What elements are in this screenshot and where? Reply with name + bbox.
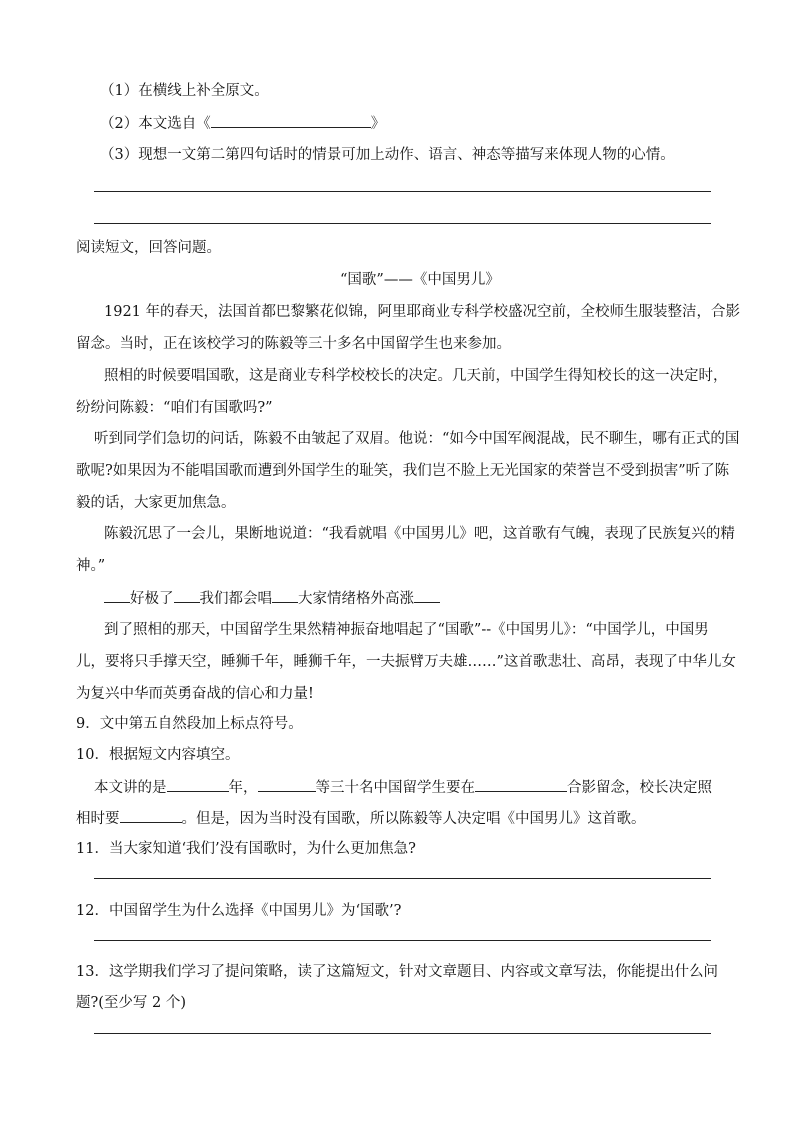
paragraph-3-line: 歌呢?如果因为不能唱国歌而遭到外国学生的耻笑，我们岂不脸上无光国家的荣誉岂不受到损害”听了陈 [76, 463, 730, 479]
question-10-text: 相时要 [76, 811, 120, 827]
answer-line[interactable] [94, 878, 711, 879]
answer-line[interactable] [94, 223, 711, 224]
answer-line[interactable] [94, 191, 711, 192]
fill-blank[interactable] [167, 777, 229, 792]
question-10-line [94, 777, 712, 798]
question-10-text: 本文讲的是 [94, 780, 167, 796]
question-2-prefix: （2）本文选自《 [100, 116, 211, 132]
paragraph-2-line: 照相的时候要唱国歌，这是商业专科学校校长的决定。几天前，中国学生得知校长的这一决定时， [104, 368, 728, 384]
question-13-line: 题?(至少写 2 个) [76, 995, 187, 1011]
question-10-text: 年， [228, 780, 258, 796]
paragraph-6-line: 为复兴中华而英勇奋战的信心和力量! [76, 686, 314, 702]
paragraph-4-line: 陈毅沉思了一会儿，果断地说道：“我看就唱《中国男儿》吧，这首歌有气魄，表现了民族复兴的精 [104, 526, 735, 542]
answer-line[interactable] [94, 1033, 711, 1034]
question-10-title: 10．根据短文内容填空。 [76, 747, 240, 763]
paragraph-1-line: 留念。当时，正在该校学习的陈毅等三十多名中国留学生也来参加。 [76, 336, 511, 352]
question-2-suffix: 》 [370, 116, 386, 132]
paragraph-3-line: 毅的话，大家更加焦急。 [76, 495, 236, 511]
question-1: （1）在横线上补全原文。 [100, 83, 269, 99]
question-3: （3）现想一文第二第四句话时的情景可加上动作、语言、神态等描写来体现人物的心情。 [100, 147, 675, 163]
question-10-text: 。但是，因为当时没有国歌，所以陈毅等人决定唱《中国男儿》这首歌。 [181, 811, 646, 827]
paragraph-3-line: 听到同学们急切的问话，陈毅不由皱起了双眉。他说：“如今中国军阀混战，民不聊生，哪有正式的国 [94, 431, 740, 447]
punctuation-blank[interactable] [104, 588, 130, 603]
punctuation-blank[interactable] [414, 588, 440, 603]
paragraph-6-line: 儿，要将只手撑天空，睡狮千年，睡狮千年，一夫振臂万夫雄……”这首歌悲壮、高昂，表现了中华儿女 [76, 654, 736, 670]
paragraph-5-text: 好极了 [130, 591, 174, 607]
reading-intro: 阅读短文，回答问题。 [76, 240, 221, 256]
fill-blank[interactable] [120, 808, 182, 823]
fill-blank[interactable] [258, 777, 316, 792]
fill-blank[interactable] [475, 777, 567, 792]
punctuation-blank[interactable] [272, 588, 298, 603]
punctuation-blank[interactable] [174, 588, 200, 603]
story-title: “国歌”——《中国男儿》 [340, 272, 500, 288]
paragraph-6-line: 到了照相的那天，中国留学生果然精神振奋地唱起了“国歌”--《中国男儿》：“中国学儿，中国男 [104, 622, 709, 638]
paragraph-5-text: 我们都会唱 [199, 591, 272, 607]
answer-line[interactable] [94, 940, 711, 941]
question-2 [100, 113, 385, 134]
question-10-text: 合影留念，校长决定照 [567, 780, 712, 796]
paragraph-4-line: 神。” [76, 558, 106, 574]
paragraph-5-text: 大家情绪格外高涨 [298, 591, 414, 607]
answer-blank[interactable] [211, 113, 371, 128]
question-10-line [76, 808, 646, 829]
question-12: 12．中国留学生为什么选择《中国男儿》为‘国歌’? [76, 903, 402, 919]
paragraph-5 [104, 588, 440, 609]
question-10-text: 等三十名中国留学生要在 [315, 780, 475, 796]
paragraph-2-line: 纷纷问陈毅：“咱们有国歌吗?” [76, 400, 273, 416]
paragraph-1-line: 1921 年的春天，法国首都巴黎繁花似锦，阿里耶商业专科学校盛况空前，全校师生服装整洁，合影 [104, 304, 741, 320]
question-11: 11．当大家知道‘我们’没有国歌时，为什么更加焦急? [76, 841, 416, 857]
question-9: 9．文中第五自然段加上标点符号。 [76, 716, 303, 732]
question-13-line: 13．这学期我们学习了提问策略，读了这篇短文，针对文章题目、内容或文章写法，你能提出什么问 [76, 964, 718, 980]
